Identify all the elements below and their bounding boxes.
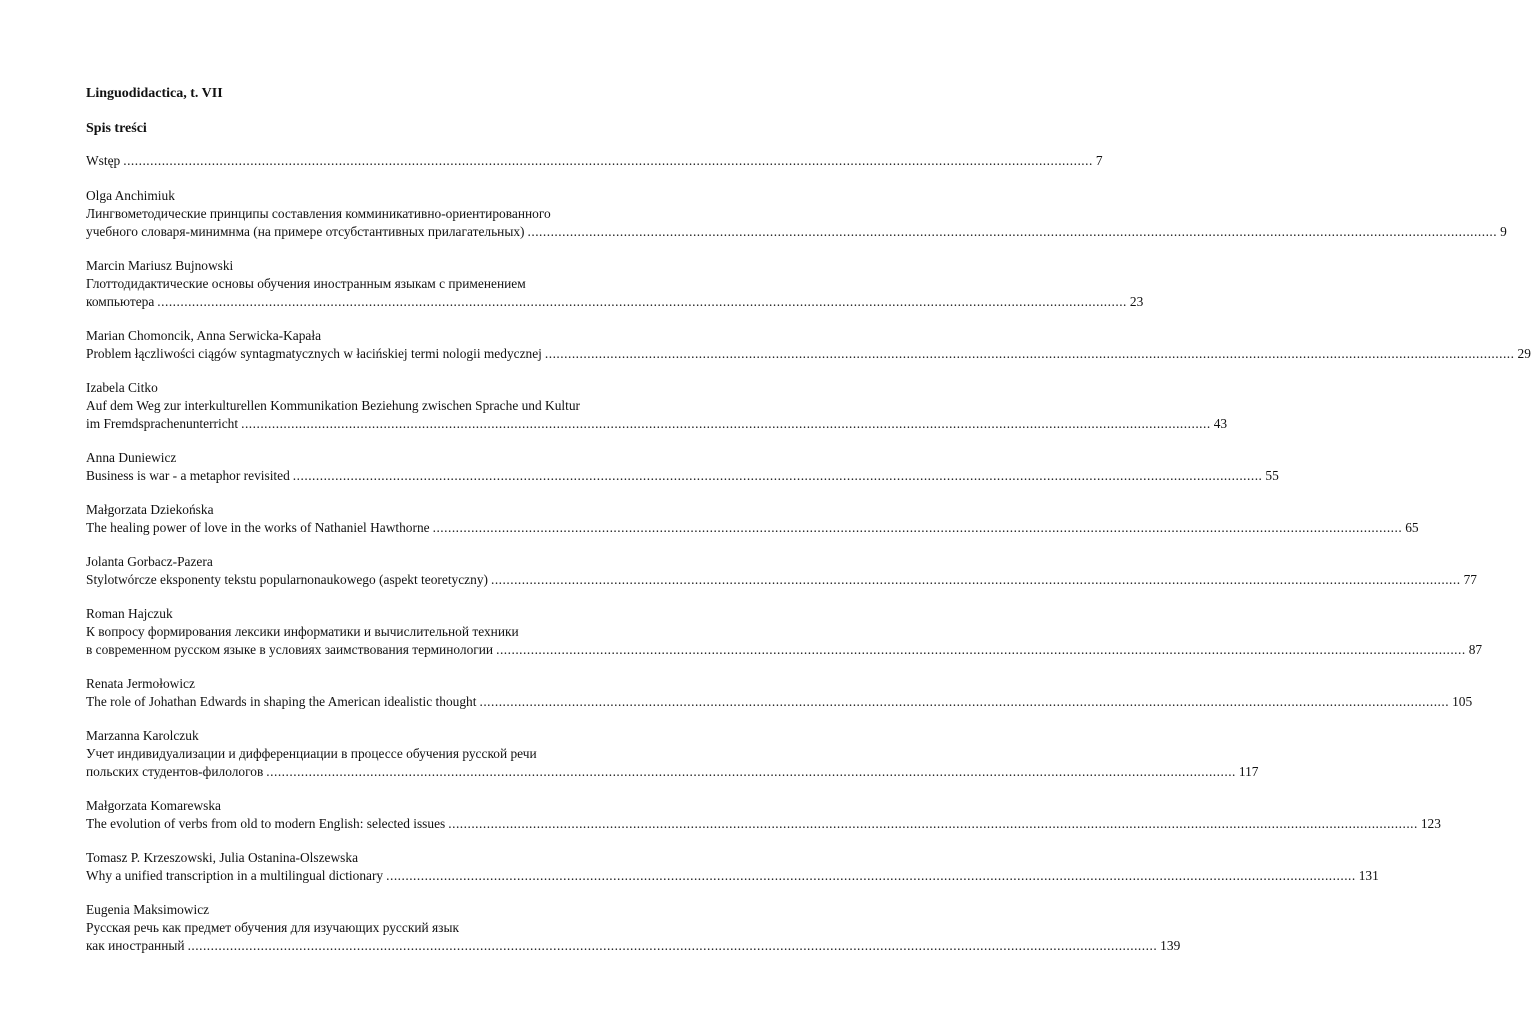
dot-leader <box>123 152 1093 170</box>
page-number: 117 <box>1238 764 1259 779</box>
toc-entry <box>86 449 1279 485</box>
toc-title-line <box>86 763 1259 781</box>
toc-entry-author: Izabela Citko <box>86 380 158 395</box>
toc-title-line <box>86 571 1477 589</box>
toc-entry-title: The role of Johathan Edwards in shaping the American idealistic thought <box>86 694 477 709</box>
toc-entry-title: Stylotwórcze eksponenty tekstu popularnonaukowego (aspekt teoretyczny) <box>86 572 488 587</box>
toc-title-line <box>86 345 1531 363</box>
page-number: 131 <box>1358 868 1379 883</box>
toc-entry <box>86 501 1419 537</box>
toc-entry-title: как иностранный <box>86 938 185 953</box>
toc-entry-title: Why a unified transcription in a multilingual dictionary <box>86 868 384 883</box>
toc-entry <box>86 727 1259 781</box>
toc-title-line <box>86 293 1144 311</box>
toc-entry-author: Jolanta Gorbacz-Pazera <box>86 554 213 569</box>
toc-entry <box>86 797 1441 833</box>
toc-title-line <box>86 415 1228 433</box>
toc-entry <box>86 675 1473 711</box>
journal-title: Linguodidactica, t. VII <box>86 86 223 101</box>
toc-title-line <box>86 693 1473 711</box>
page-number: 105 <box>1452 694 1473 709</box>
toc-entry <box>86 327 1531 363</box>
toc-entry-title: Business is war - a metaphor revisited <box>86 468 290 483</box>
dot-leader <box>545 345 1515 363</box>
toc-title-line <box>86 152 1103 170</box>
toc-entry <box>86 605 1483 659</box>
dot-leader <box>491 571 1461 589</box>
toc-entry-author: Olga Anchimiuk <box>86 188 175 203</box>
dot-leader <box>157 293 1127 311</box>
toc-entry <box>86 849 1379 885</box>
toc-entry-title-line: Русская речь как предмет обучения для изучающих русский язык <box>86 920 459 935</box>
page-number: 29 <box>1517 346 1531 361</box>
toc-title-line <box>86 867 1379 885</box>
toc-entry-title-line: Учет индивидуализации и дифференциации в процессе обучения русской речи <box>86 746 537 761</box>
toc-entry <box>86 379 1228 433</box>
dot-leader <box>293 467 1263 485</box>
toc-entry-title-line: Auf dem Weg zur interkulturellen Kommunikation Beziehung zwischen Sprache und Kultur <box>86 398 581 413</box>
toc-title-line <box>86 223 1507 241</box>
toc-title-line <box>86 641 1483 659</box>
page-number: 139 <box>1160 938 1181 953</box>
toc-list <box>86 152 1531 971</box>
page-number: 23 <box>1129 294 1144 309</box>
toc-entry <box>86 257 1144 311</box>
dot-leader <box>496 641 1466 659</box>
toc-entry-author: Marzanna Karolczuk <box>86 728 199 743</box>
dot-leader <box>433 519 1403 537</box>
toc-entry-title: The evolution of verbs from old to modern English: selected issues <box>86 816 446 831</box>
toc-entry-author: Małgorzata Dziekońska <box>86 502 214 517</box>
toc-entry-intro <box>86 152 1103 170</box>
toc-entry-title: im Fremdsprachenunterricht <box>86 416 239 431</box>
toc-entry-author: Eugenia Maksimowicz <box>86 902 210 917</box>
toc-entry-author: Marian Chomoncik, Anna Serwicka-Kapała <box>86 328 322 343</box>
toc-heading: Spis treści <box>86 121 147 136</box>
toc-entry-title: Problem łączliwości ciągów syntagmatycznych w łacińskiej termi nologii medycznej <box>86 346 542 361</box>
toc-title-line <box>86 519 1419 537</box>
page-number: 65 <box>1405 520 1419 535</box>
dot-leader <box>266 763 1236 781</box>
toc-entry-author: Renata Jermołowicz <box>86 676 195 691</box>
page-number: 87 <box>1468 642 1483 657</box>
toc-entry-title-line: К вопросу формирования лексики информатики и вычислительной техники <box>86 624 519 639</box>
page-number: 77 <box>1463 572 1477 587</box>
dot-leader <box>528 223 1498 241</box>
page-number: 123 <box>1420 816 1441 831</box>
toc-entry <box>86 187 1507 241</box>
toc-entry-title: польских студентов-филологов <box>86 764 264 779</box>
toc-entry-title: в современном русском языке в условиях заимствования терминологии <box>86 642 494 657</box>
toc-entry <box>86 901 1181 955</box>
toc-entry-author: Marcin Mariusz Bujnowski <box>86 258 234 273</box>
toc-entry-title-line: Лингвометодические принципы составления комминикативно-ориентированного <box>86 206 551 221</box>
page-number: 7 <box>1095 153 1103 168</box>
toc-entry-title: компьютера <box>86 294 155 309</box>
toc-entry-author: Roman Hajczuk <box>86 606 173 621</box>
toc-title-line <box>86 937 1181 955</box>
toc-entry-author: Tomasz P. Krzeszowski, Julia Ostanina-Olszewska <box>86 850 359 865</box>
page-number: 43 <box>1213 416 1228 431</box>
toc-entry-title: The healing power of love in the works of Nathaniel Hawthorne <box>86 520 430 535</box>
toc-entry-author: Małgorzata Komarewska <box>86 798 221 813</box>
toc-entry-author: Anna Duniewicz <box>86 450 177 465</box>
toc-entry-title-line: Глоттодидактические основы обучения иностранным языкам с применением <box>86 276 526 291</box>
toc-entry-title: Wstęp <box>86 153 121 168</box>
dot-leader <box>241 415 1211 433</box>
toc-entry <box>86 553 1477 589</box>
toc-title-line <box>86 467 1279 485</box>
page-number: 9 <box>1500 224 1507 239</box>
toc-title-line <box>86 815 1441 833</box>
dot-leader <box>479 693 1449 711</box>
dot-leader <box>188 937 1158 955</box>
page-number: 55 <box>1265 468 1279 483</box>
dot-leader <box>386 867 1356 885</box>
toc-entry-title: учебного словаря-минимнма (на примере отсубстантивных прилагательных) <box>86 224 525 239</box>
dot-leader <box>448 815 1418 833</box>
